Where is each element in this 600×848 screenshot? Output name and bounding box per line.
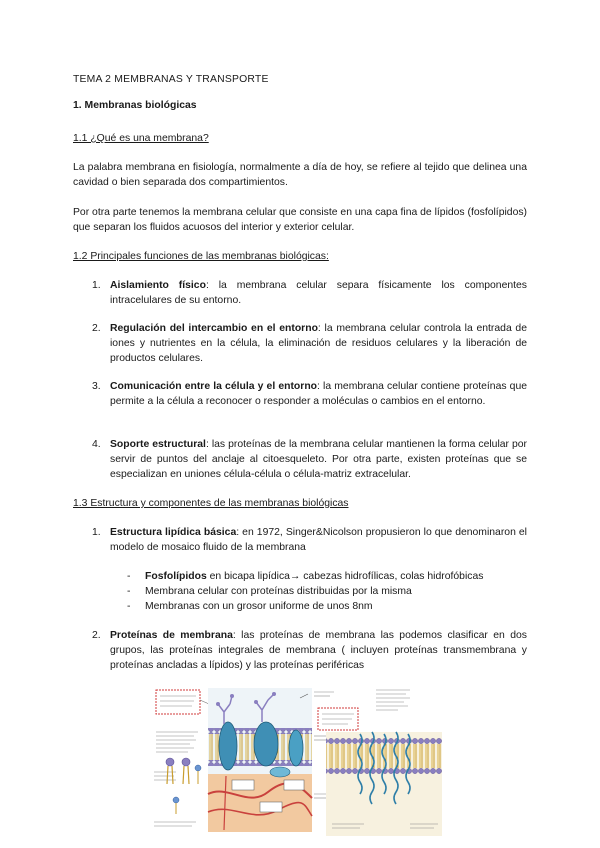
- list-number: 3.: [92, 381, 101, 392]
- list-text: : la membrana celular controla la entrada de iones y nutrientes en la célula, la eliminación de residuos celulares y la liberación de productos celulares.: [110, 323, 527, 364]
- list-item: [110, 379, 527, 409]
- list-term: Regulación del intercambio en el entorno: [110, 323, 318, 334]
- bullet-term: Fosfolípidos: [145, 571, 207, 582]
- list-item: [110, 278, 527, 308]
- subsection-heading: 1.1 ¿Qué es una membrana?: [73, 133, 209, 144]
- transmembrane-protein-detail: [318, 690, 442, 836]
- list-text: : la membrana celular separa físicamente los componentes intracelulares de su entorno.: [110, 280, 528, 306]
- list-number: 2.: [92, 323, 101, 334]
- bullet-item: [145, 569, 527, 584]
- bullet-item: [145, 584, 527, 599]
- list-number: 1.: [92, 527, 101, 538]
- document-title: TEMA 2 MEMBRANAS Y TRANSPORTE: [73, 74, 269, 85]
- bullet-item: [145, 599, 527, 614]
- list-item: [110, 525, 527, 555]
- paragraph: Por otra parte tenemos la membrana celular que consiste en una capa fina de lípidos (fosfolípidos) que separan los fluidos acuosos del interior y exterior celular.: [73, 207, 527, 233]
- list-item: [110, 321, 527, 366]
- fluid-mosaic-membrane: [208, 688, 312, 832]
- bullet-dash: -: [127, 586, 131, 597]
- list-text: : las proteínas de la membrana celular mantienen la forma celular por servir de puntos del anclaje al citoesqueleto. Por otra parte, existen proteínas que se especializan en uniones célula-célula o célula-matriz extracelular.: [110, 439, 527, 480]
- list-text: : en 1972, Singer&Nicolson propusieron lo que denominaron el modelo de mosaico fluido de la membrana: [110, 527, 527, 553]
- bullet-dash: -: [127, 571, 131, 582]
- list-term: Soporte estructural: [110, 439, 206, 450]
- bullet-text: en bicapa lipídica→ cabezas hidrofílicas, colas hidrofóbicas: [206, 571, 484, 582]
- list-term: Comunicación entre la célula y el entorno: [110, 381, 318, 392]
- list-term: Estructura lipídica básica: [110, 527, 237, 538]
- membrane-protein-figure: [148, 684, 442, 836]
- subsection-heading: 1.2 Principales funciones de las membranas biológicas:: [73, 251, 329, 262]
- list-number: 2.: [92, 630, 101, 641]
- phospholipid-icon: [166, 758, 201, 814]
- list-term: Proteínas de membrana: [110, 630, 233, 641]
- paragraph: La palabra membrana en fisiología, normalmente a día de hoy, se refiere al tejido que delinea una cavidad o bien separada dos compartimientos.: [73, 162, 527, 188]
- section-heading: 1. Membranas biológicas: [73, 100, 197, 111]
- list-text: : la membrana celular contiene proteínas que permite a la célula a reconocer o responder a moléculas o cambios en el entorno.: [110, 381, 528, 407]
- list-item: [110, 437, 527, 482]
- list-number: 1.: [92, 280, 101, 291]
- list-text: : las proteínas de membrana las podemos clasificar en dos grupos, las proteínas integrales de membrana ( incluyen proteínas transmembrana y proteínas ancladas a lípidos) y las proteínas periféricas: [110, 630, 528, 671]
- list-number: 4.: [92, 439, 101, 450]
- bullet-text: Membranas con un grosor uniforme de unos 8nm: [145, 601, 373, 612]
- subsection-heading: 1.3 Estructura y componentes de las membranas biológicas: [73, 498, 349, 509]
- list-item: [110, 628, 527, 673]
- bullet-text: Membrana celular con proteínas distribuidas por la misma: [145, 586, 412, 597]
- list-term: Aislamiento físico: [110, 280, 206, 291]
- bullet-dash: -: [127, 601, 131, 612]
